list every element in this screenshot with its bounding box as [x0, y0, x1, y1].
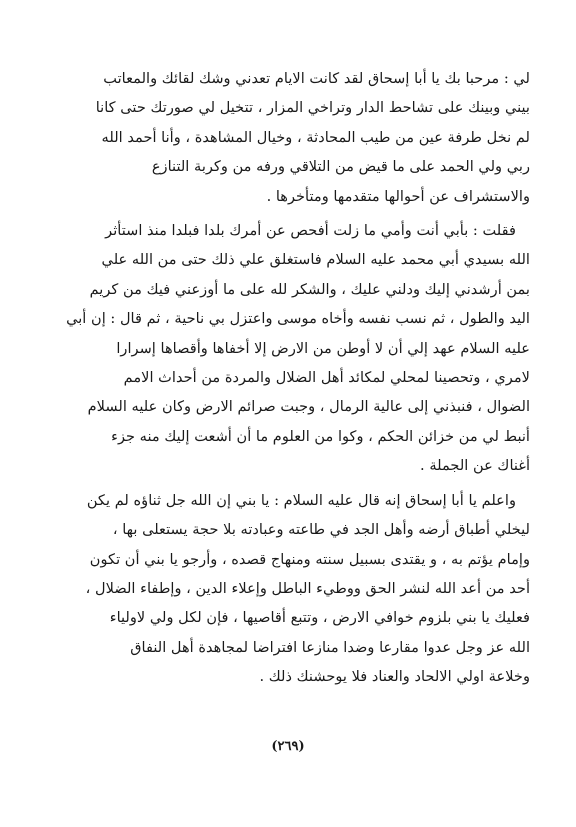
paragraph-1: لي : مرحبا بك يا أبا إسحاق لقد كانت الايام تعدني وشك لقائك والمعاتب بيني وبينك على تشاحط الدار وتراخي المزار ، تتخيل لي صورتك حتى كانا لم نخل طرفة عين من طيب المحادثة ، وخيال المشاهدة ، وأنا أحمد الله ربي ولي الحمد على ما قيض من التلاقي ورفه من وكربة التنازع والاستشراف عن أحوالها متقدمها ومتأخرها . [95, 70, 530, 205]
page-body [58, 64, 530, 692]
paragraph-2: فقلت : بأبي أنت وأمي ما زلت أفحص عن أمرك بلدا فبلدا منذ استأثر الله بسيدي أبي محمد عليه السلام فاستغلق علي ذلك حتى من الله علي بمن أرشدني إليك ودلني عليك ، والشكر لله على ما أوزعني فيك من كريم اليد والطول ، ثم نسب نفسه وأخاه موسى واعتزل بي ناحية ، ثم قال : إن أبي عليه السلام عهد إلي أن لا أوطن من الارض إلا أخفاها وأقصاها إسرارا لامري ، وتحصينا لمحلي لمكائد أهل الضلال والمردة من أحداث الامم الضوال ، فنبذني إلى عالية الرمال ، وجبت صرائم الارض وكان عليه السلام أنبط لي من خزائن الحكم ، وكوا من العلوم ما أن أشعت إليك منه جزء أغناك عن الجملة . [66, 222, 530, 475]
page-number: (٢٦٩) [271, 739, 305, 754]
paragraph-3: واعلم يا أبا إسحاق إنه قال عليه السلام : يا بني إن الله جل ثناؤه لم يكن ليخلي أطباق أرضه وأهل الجد في طاعته وعبادته بلا حجة يستعلى بها ، وإمام يؤتم به ، و يقتدى بسبيل سنته ومنهاج قصده ، وأرجو يا بني أن تكون أحد من أعد الله لنشر الحق ووطيء الباطل وإعلاء الدين ، وإطفاء الضلال ، فعليك يا بني بلزوم خوافي الارض ، وتتبع أقاصيها ، فإن لكل ولي لاولياء الله عز وجل عدوا مقارعا وضدا منازعا افتراضا لمجاهدة أهل النفاق وخلاعة اولي الالحاد والعناد فلا يوحشنك ذلك . [85, 491, 530, 686]
